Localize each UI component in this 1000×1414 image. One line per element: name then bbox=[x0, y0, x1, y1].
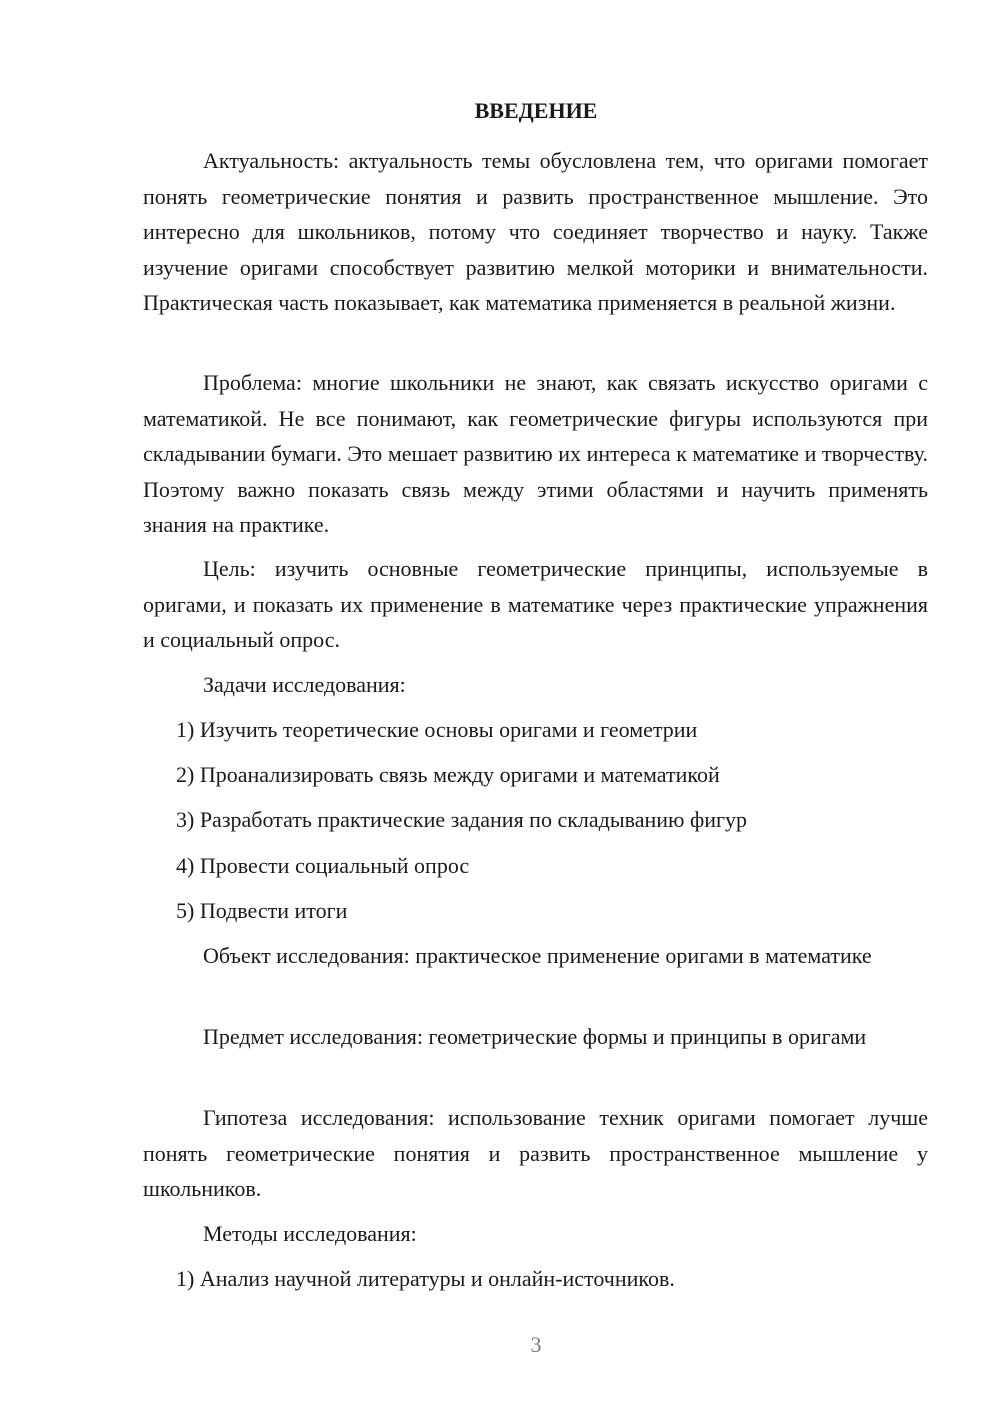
method-item-1: 1) Анализ научной литературы и онлайн-источников. bbox=[176, 1266, 675, 1291]
subject-paragraph: Предмет исследования: геометрические формы и принципы в оригами bbox=[203, 1024, 867, 1049]
methods-heading: Методы исследования: bbox=[203, 1221, 417, 1246]
task-item-4: 4) Провести социальный опрос bbox=[176, 853, 470, 878]
tasks-heading: Задачи исследования: bbox=[203, 672, 406, 697]
page-title: ВВЕДЕНИЕ bbox=[474, 98, 598, 123]
page-number: 3 bbox=[530, 1332, 542, 1357]
relevance-paragraph: Актуальность: актуальность темы обусловлена тем, что оригами помогает понять геометрические понятия и развить пространственное мышление. Это интересно для школьников, потому что соединяет творчество и науку. Также изучение оригами способствует развитию мелкой моторики и внимательности. Практическая часть показывает, как математика применяется в реальной жизни. bbox=[143, 148, 928, 315]
task-item-3: 3) Разработать практические задания по складыванию фигур bbox=[176, 807, 748, 832]
task-item-2: 2) Проанализировать связь между оригами и математикой bbox=[176, 762, 720, 787]
task-item-1: 1) Изучить теоретические основы оригами и геометрии bbox=[176, 717, 698, 742]
task-item-5: 5) Подвести итоги bbox=[176, 898, 348, 923]
problem-paragraph: Проблема: многие школьники не знают, как связать искусство оригами с математикой. Не все понимают, как геометрические фигуры используются при складывании бумаги. Это мешает развитию их интереса к математике и творчеству. Поэтому важно показать связь между этими областями и научить применять знания на практике. bbox=[143, 370, 928, 537]
object-paragraph: Объект исследования: практическое применение оригами в математике bbox=[203, 943, 872, 968]
hypothesis-paragraph: Гипотеза исследования: использование техник оригами помогает лучше понять геометрические понятия и развить пространственное мышление у школьников. bbox=[143, 1105, 928, 1201]
goal-paragraph: Цель: изучить основные геометрические принципы, используемые в оригами, и показать их применение в математике через практические упражнения и социальный опрос. bbox=[143, 556, 928, 652]
